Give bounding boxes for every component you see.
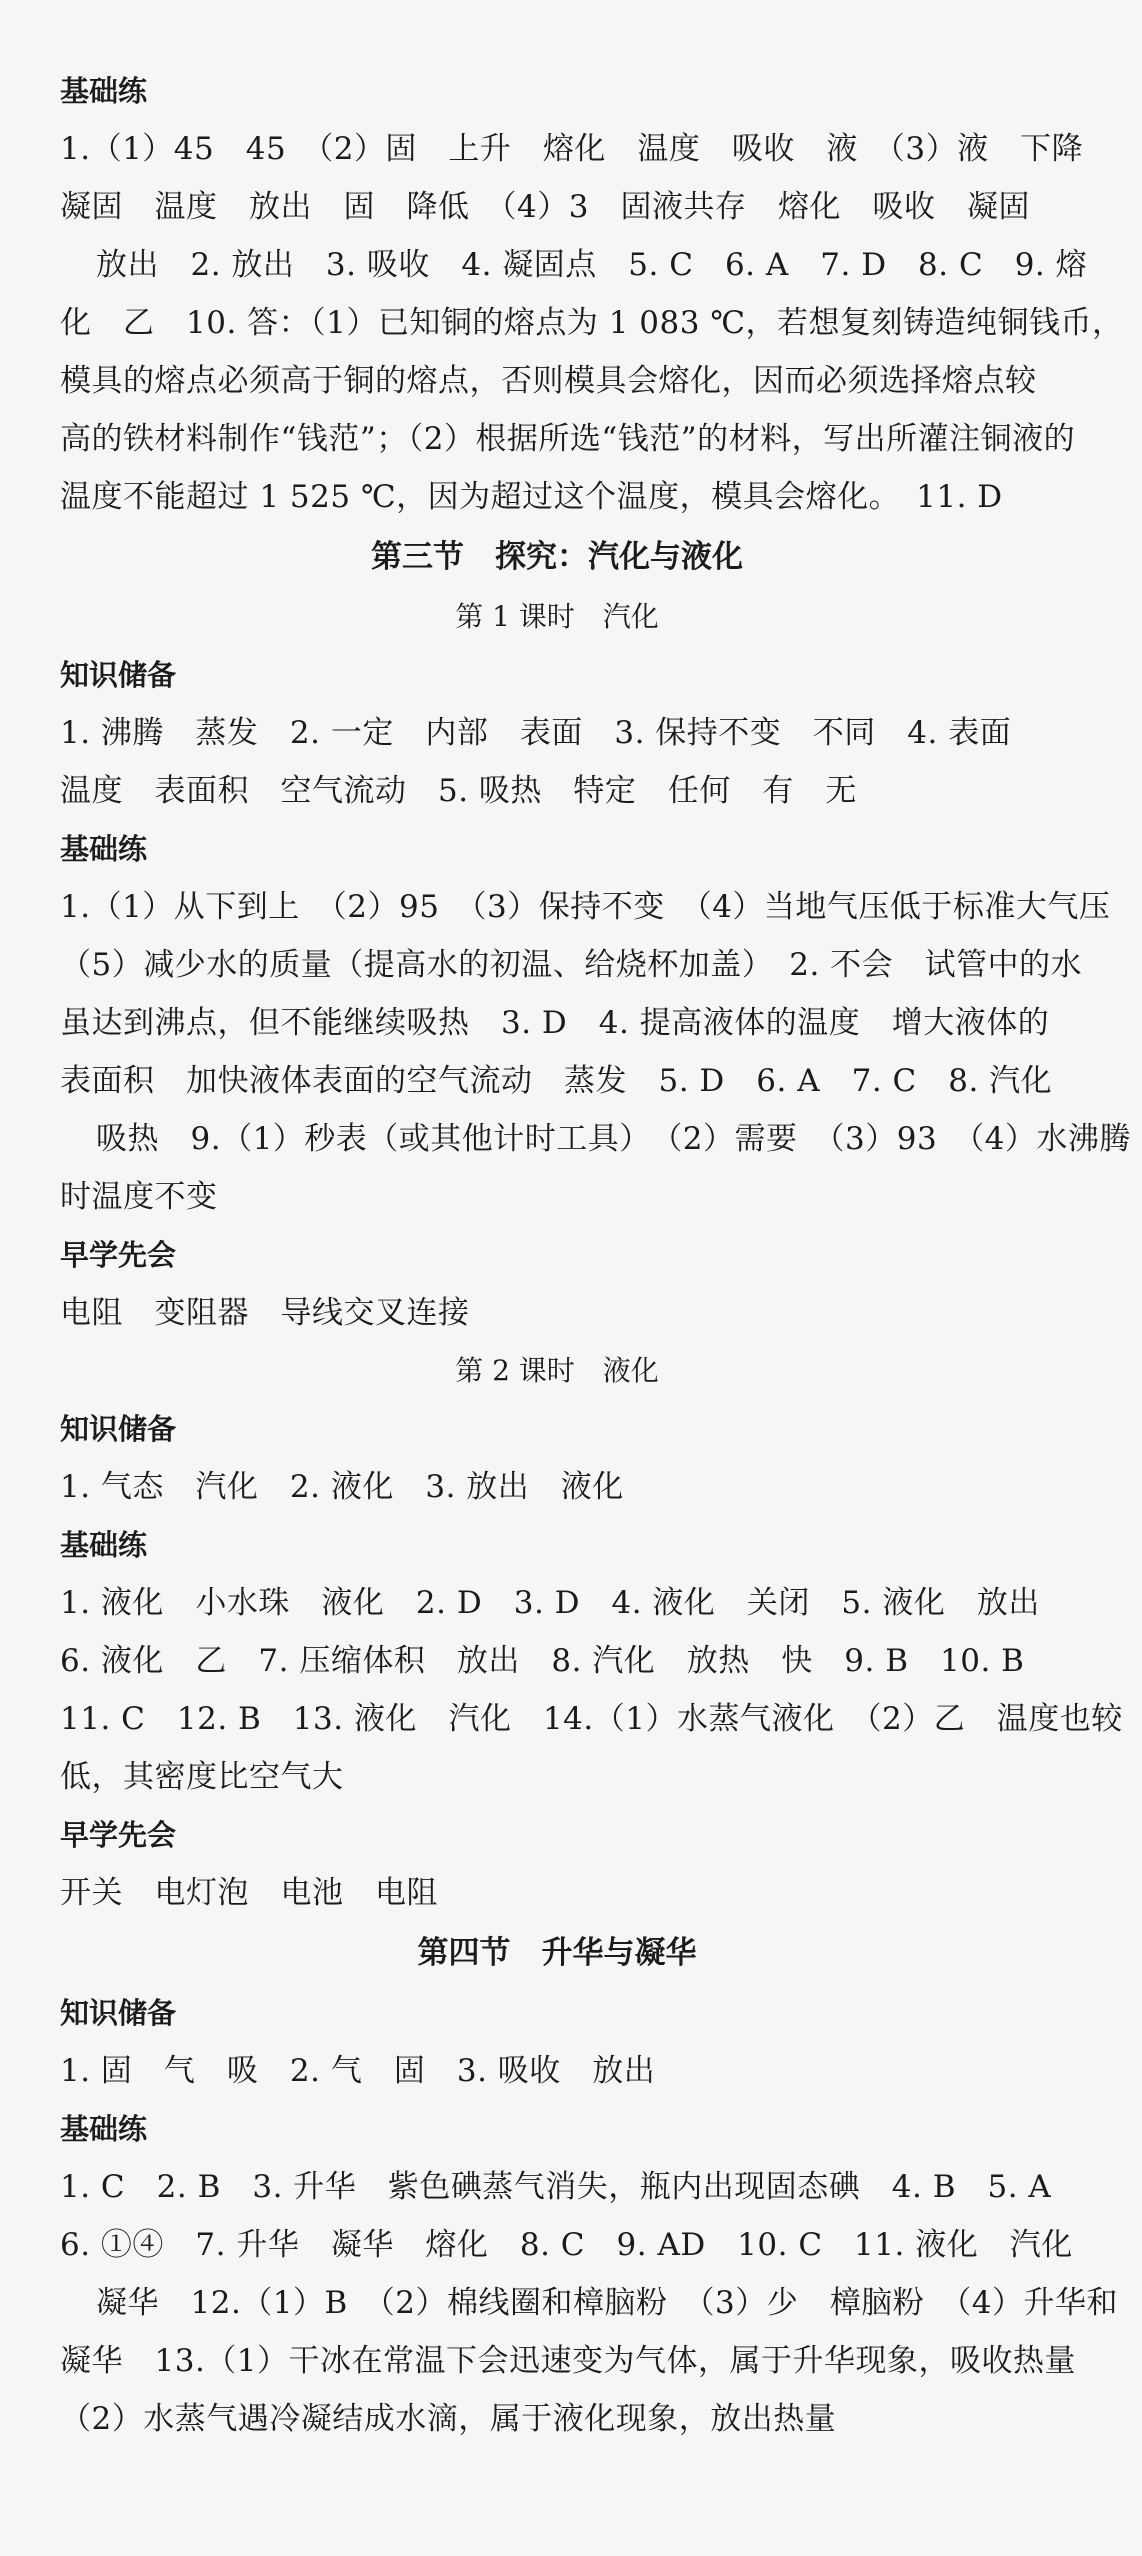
answer-line: 化 乙 10. 答：（1）已知铜的熔点为 1 083 ℃，若想复刻铸造纯铜钱币， — [60, 305, 1124, 341]
answer-line: 开关 电灯泡 电池 电阻 — [60, 1875, 438, 1911]
answer-line: 1. C 2. B 3. 升华 紫色碘蒸气消失，瓶内出现固态碘 4. B 5. A — [60, 2169, 1052, 2205]
section-heading: 基础练 — [60, 2112, 148, 2146]
answer-line: （5）减少水的质量（提高水的初温、给烧杯加盖） 2. 不会 试管中的水 — [60, 947, 1083, 983]
answer-line: 1. 气态 汽化 2. 液化 3. 放出 液化 — [60, 1469, 624, 1505]
answer-line: 凝华 13.（1）干冰在常温下会迅速变为气体，属于升华现象，吸收热量 — [60, 2343, 1077, 2379]
answer-line: 吸热 9.（1）秒表（或其他计时工具） （2）需要 （3）93 （4）水沸腾 — [96, 1121, 1131, 1157]
answer-line: 1. 液化 小水珠 液化 2. D 3. D 4. 液化 关闭 5. 液化 放出 — [60, 1585, 1040, 1621]
answer-line: 1.（1）45 45 （2）固 上升 熔化 温度 吸收 液 （3）液 下降 — [60, 131, 1084, 167]
section-heading: 早学先会 — [60, 1238, 177, 1272]
section-heading: 知识储备 — [60, 1412, 177, 1446]
answer-line: 11. C 12. B 13. 液化 汽化 14.（1）水蒸气液化 （2）乙 温度也较 — [60, 1701, 1123, 1737]
answer-line: 1. 固 气 吸 2. 气 固 3. 吸收 放出 — [60, 2053, 656, 2089]
answer-line: 6. ①④ 7. 升华 凝华 熔化 8. C 9. AD 10. C 11. 液化 汽化 — [60, 2227, 1073, 2263]
answer-line: 虽达到沸点，但不能继续吸热 3. D 4. 提高液体的温度 增大液体的 — [60, 1005, 1050, 1041]
section-heading: 知识储备 — [60, 1996, 177, 2030]
section-heading: 早学先会 — [60, 1818, 177, 1852]
section-title: 第三节 探究：汽化与液化 — [371, 539, 743, 575]
answer-line: 1.（1）从下到上 （2）95 （3）保持不变 （4）当地气压低于标准大气压 — [60, 889, 1111, 925]
answer-line: 模具的熔点必须高于铜的熔点，否则模具会熔化，因而必须选择熔点较 — [60, 363, 1037, 399]
answer-line: 6. 液化 乙 7. 压缩体积 放出 8. 汽化 放热 快 9. B 10. B — [60, 1643, 1025, 1679]
answer-line: 电阻 变阻器 导线交叉连接 — [60, 1295, 470, 1331]
answer-line: 高的铁材料制作“钱范”；（2）根据所选“钱范”的材料，写出所灌注铜液的 — [60, 421, 1076, 457]
section-heading: 基础练 — [60, 74, 148, 108]
answer-line: 1. 沸腾 蒸发 2. 一定 内部 表面 3. 保持不变 不同 4. 表面 — [60, 715, 1012, 751]
section-heading: 基础练 — [60, 1528, 148, 1562]
answer-line: 时温度不变 — [60, 1179, 218, 1215]
section-heading: 基础练 — [60, 832, 148, 866]
answer-line: 低，其密度比空气大 — [60, 1759, 344, 1795]
answer-line: 凝华 12.（1）B （2）棉线圈和樟脑粉 （3）少 樟脑粉 （4）升华和 — [96, 2285, 1118, 2321]
answer-line: 温度 表面积 空气流动 5. 吸热 特定 任何 有 无 — [60, 773, 857, 809]
answer-line: 表面积 加快液体表面的空气流动 蒸发 5. D 6. A 7. C 8. 汽化 — [60, 1063, 1053, 1099]
answer-line: 温度不能超过 1 525 ℃，因为超过这个温度，模具会熔化。 11. D — [60, 479, 1003, 515]
answer-line: 凝固 温度 放出 固 降低 （4）3 固液共存 熔化 吸收 凝固 — [60, 189, 1030, 225]
section-heading: 知识储备 — [60, 658, 177, 692]
lesson-title: 第 1 课时 汽化 — [455, 600, 659, 633]
section-title: 第四节 升华与凝华 — [417, 1935, 697, 1971]
answer-line: 放出 2. 放出 3. 吸收 4. 凝固点 5. C 6. A 7. D 8. C 9. 熔 — [96, 247, 1088, 283]
answer-line: （2）水蒸气遇冷凝结成水滴，属于液化现象，放出热量 — [60, 2401, 837, 2437]
lesson-title: 第 2 课时 液化 — [455, 1354, 659, 1387]
